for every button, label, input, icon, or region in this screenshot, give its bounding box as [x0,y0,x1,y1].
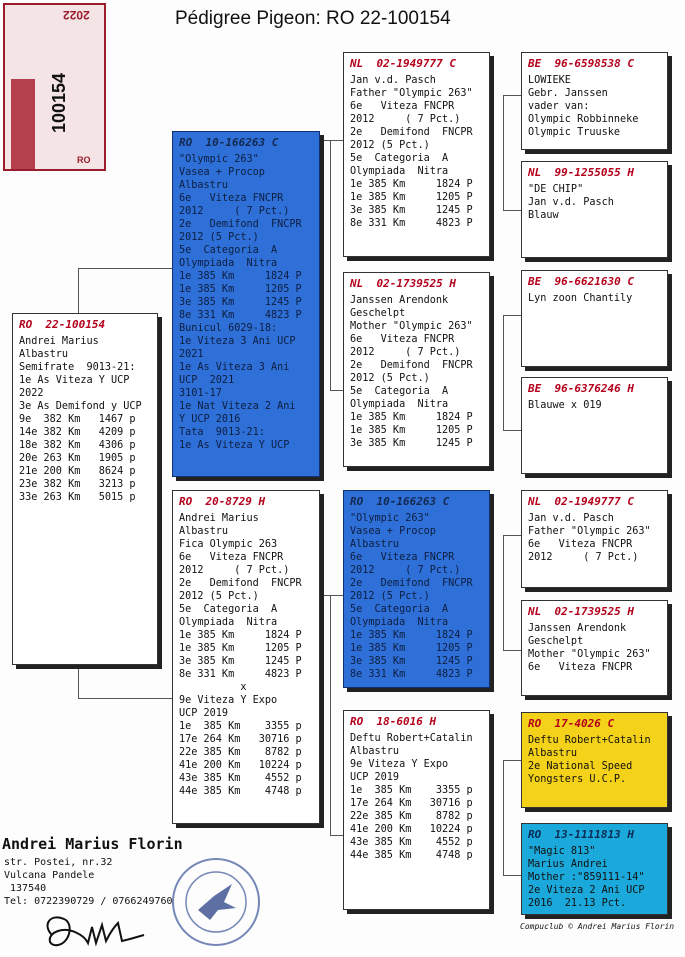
card-line: 8e 331 Km 4823 P [179,310,302,321]
card-line: x [179,682,247,693]
card-line: Marius Andrei [528,859,608,870]
card-line: Janssen Arendonk [528,623,627,634]
card-line: 1e 385 Km 1824 P [350,630,473,641]
maternal-grandfather-card[interactable] [343,490,490,688]
stamp-number: 100154 [49,72,69,133]
card-line: 9e Viteza Y Expo [350,759,449,770]
connector [503,760,504,875]
card-line: Jan v.d. Pasch [528,513,614,524]
card-details [528,399,662,412]
card-line: 2012 (5 Pct.) [179,232,259,243]
card-line: 2e Demifond FNCPR [179,578,302,589]
card-line: 6e Viteza FNCPR [350,552,455,563]
card-line: Mother :"859111-14" [528,872,645,883]
card-line: 2016 21.13 Pct. [528,898,627,909]
card-line: 23e 382 Km 3213 p [19,479,136,490]
ring-number: RO 18-6016 H [350,715,437,728]
card-line: Andrei Marius [179,513,259,524]
ring-number: NL 02-1949777 C [528,495,634,508]
card-line: 5e Categoria A [179,245,278,256]
card-line: Lyn zoon Chantily [528,293,633,304]
card-line: 2012 ( 7 Pct.) [350,347,461,358]
card-line: Fica Olympic 263 [179,539,278,550]
card-details [350,294,484,450]
owner-phone: Tel: 0722390729 / 0766249760 [4,896,173,907]
ring-number: NL 02-1949777 C [350,57,456,70]
ggm-card[interactable] [521,161,668,258]
card-details [528,845,662,910]
card-line: 3e 385 Km 1245 P [350,438,473,449]
connector [330,595,331,835]
card-line: 6e Viteza FNCPR [350,101,455,112]
card-line: Gebr. Janssen [528,88,608,99]
card-details [528,292,662,305]
card-line: Blauwe x 019 [528,400,602,411]
card-details [528,734,662,786]
card-line: Vasea + Procop [350,526,436,537]
card-line: Bunicul 6029-18: [179,323,278,334]
card-details [19,335,152,504]
owner-seal [172,858,260,946]
card-line: 1e 385 Km 3355 p [179,721,302,732]
card-line: 1e 385 Km 3355 p [350,785,473,796]
card-line: 33e 263 Km 5015 p [19,492,136,503]
card-line: Olympiada Nitra [179,617,278,628]
card-line: 1e 385 Km 1205 P [179,643,302,654]
card-line: 2e Viteza 2 Ani UCP [528,885,645,896]
owner-name: Andrei Marius Florin [2,835,183,853]
card-line: 2012 ( 7 Pct.) [179,206,290,217]
card-line: 2012 ( 7 Pct.) [350,114,461,125]
card-line: 1e 385 Km 1205 P [350,643,473,654]
card-line: 22e 385 Km 8782 p [350,811,473,822]
card-line: Semifrate 9013-21: [19,362,136,373]
connector [320,140,343,141]
card-details [179,153,314,452]
ggf-card[interactable] [521,52,668,150]
card-details [350,74,484,230]
card-line: Geschelpt [350,308,406,319]
card-line: 6e Viteza FNCPR [179,552,284,563]
card-line: Mother "Olympic 263" [528,649,651,660]
stamp-band [11,79,35,169]
mother-card[interactable] [172,490,320,824]
card-line: Deftu Robert+Catalin [350,733,473,744]
ring-number: BE 96-6621630 C [528,275,634,288]
card-line: Albastru [179,526,229,537]
card-line: Janssen Arendonk [350,295,449,306]
card-line: 20e 263 Km 1905 p [19,453,136,464]
card-line: 6e Viteza FNCPR [179,193,284,204]
connector [330,390,343,391]
card-line: 17e 264 Km 30716 p [350,798,473,809]
connector [503,430,521,431]
connector [503,650,521,651]
card-line: 1e Viteza 3 Ani UCP [179,336,296,347]
stamp-year: 2022 [63,8,90,22]
card-line: 22e 385 Km 8782 p [179,747,302,758]
owner-street: str. Postei, nr.32 [4,857,113,868]
connector [503,95,521,96]
card-line: 6e Viteza FNCPR [528,539,633,550]
subject-card[interactable] [12,313,158,665]
card-line: 8e 331 Km 4823 P [350,669,473,680]
card-line: 2e Demifond FNCPR [179,219,302,230]
card-line: 5e Categoria A [179,604,278,615]
ring-number: RO 10-166263 C [179,136,279,149]
card-line: 2021 [179,349,204,360]
owner-zip: 137540 [4,883,47,894]
card-line: Vasea + Procop [179,167,265,178]
card-line: Jan v.d. Pasch [528,197,614,208]
card-line: "Magic 813" [528,846,596,857]
card-line: 5e Categoria A [350,153,449,164]
card-line: Albastru [350,746,400,757]
card-line: 17e 264 Km 30716 p [179,734,302,745]
card-line: 1e Nat Viteza 2 Ani [179,401,296,412]
card-line: Olympic Robbinneke [528,114,639,125]
card-line: 1e 385 Km 1824 P [350,412,473,423]
card-line: 44e 385 Km 4748 p [179,786,302,797]
card-details [528,183,662,222]
ggm-card[interactable] [521,377,668,474]
card-line: 2012 (5 Pct.) [350,373,430,384]
card-line: Deftu Robert+Catalin [528,735,651,746]
card-details [528,622,662,674]
ring-number: NL 02-1739525 H [350,277,456,290]
card-line: "Olympic 263" [350,513,430,524]
card-line: Geschelpt [528,636,584,647]
card-line: Andrei Marius [19,336,99,347]
card-line: 8e 331 Km 4823 P [350,218,473,229]
card-line: 1e 385 Km 1205 P [350,192,473,203]
card-line: 1e As Viteza Y UCP [179,440,290,451]
card-line: 43e 385 Km 4552 p [350,837,473,848]
connector [503,875,521,876]
card-line: Tata 9013-21: [179,427,265,438]
card-line: 43e 385 Km 4552 p [179,773,302,784]
card-line: Blauw [528,210,559,221]
connector [503,95,504,210]
card-line: Yongsters U.C.P. [528,774,627,785]
card-line: Jan v.d. Pasch [350,75,436,86]
ring-number: RO 22-100154 [19,318,106,331]
paternal-grandmother-card[interactable] [343,272,490,467]
ring-number: RO 13-1111813 H [528,828,634,841]
card-line: 2012 (5 Pct.) [350,140,430,151]
card-line: 5e Categoria A [350,604,449,615]
card-line: 18e 382 Km 4306 p [19,440,136,451]
card-line: 9e Viteza Y Expo [179,695,278,706]
card-line: 6e Viteza FNCPR [528,662,633,673]
card-line: Olympiada Nitra [350,166,449,177]
connector [330,835,343,836]
card-line: 2012 ( 7 Pct.) [528,552,639,563]
card-line: Olympiada Nitra [350,399,449,410]
card-line: "DE CHIP" [528,184,584,195]
card-line: 8e 331 Km 4823 P [179,669,302,680]
card-line: 2e Demifond FNCPR [350,578,473,589]
card-details [350,732,484,862]
card-line: 3e 385 Km 1245 P [350,205,473,216]
card-line: 21e 200 Km 8624 p [19,466,136,477]
ggm-card[interactable] [521,823,668,915]
card-line: Father "Olympic 263" [528,526,651,537]
card-line: 3e 385 Km 1245 P [179,297,302,308]
connector [78,698,172,699]
card-line: Albastru [350,539,400,550]
card-line: UCP 2019 [179,708,229,719]
pigeon-icon [174,860,258,944]
footer-credit: Compuclub © Andrei Marius Florin [520,922,675,931]
card-line: Albastru [179,180,229,191]
connector [330,140,331,390]
signature [40,905,180,953]
ggf-card[interactable] [521,270,668,367]
card-line: 3e As Demifond y UCP [19,401,142,412]
ring-number: BE 96-6376246 H [528,382,634,395]
card-line: 2e National Speed [528,761,633,772]
card-line: 1e As Viteza Y UCP [19,375,130,386]
ggm-card[interactable] [521,600,668,696]
card-line: Mother "Olympic 263" [350,321,473,332]
card-line: UCP 2019 [350,772,400,783]
connector [78,268,172,269]
ring-number: RO 20-8729 H [179,495,266,508]
card-line: 2012 (5 Pct.) [179,591,259,602]
connector [503,210,521,211]
connector [503,760,521,761]
owner-city: Vulcana Pandele [4,870,95,881]
maternal-grandmother-card[interactable] [343,710,490,910]
connector [503,535,521,536]
card-line: Olympiada Nitra [350,617,449,628]
card-line: 1e 385 Km 1824 P [350,179,473,190]
ring-number: RO 10-166263 C [350,495,450,508]
ring-number: NL 99-1255055 H [528,166,634,179]
card-line: 1e 385 Km 1205 P [179,284,302,295]
card-line: Y UCP 2016 [179,414,241,425]
card-details [528,74,662,139]
connector [503,535,504,650]
card-line: 41e 200 Km 10224 p [179,760,302,771]
card-line: Albastru [528,748,578,759]
card-line: 3e 385 Km 1245 P [350,656,473,667]
connector [503,315,521,316]
paternal-grandfather-card[interactable] [343,52,490,257]
card-details [350,512,484,681]
card-line: 41e 200 Km 10224 p [350,824,473,835]
card-line: 44e 385 Km 4748 p [350,850,473,861]
certificate-stamp [3,3,106,171]
card-details [528,512,662,564]
card-line: 6e Viteza FNCPR [350,334,455,345]
card-line: 9e 382 Km 1467 p [19,414,136,425]
stamp-country: RO [77,155,91,165]
connector [503,315,504,430]
ring-number: NL 02-1739525 H [528,605,634,618]
card-line: 1e As Viteza 3 Ani [179,362,290,373]
card-line: 1e 385 Km 1824 P [179,630,302,641]
card-line: Father "Olympic 263" [350,88,473,99]
card-line: 3101-17 [179,388,222,399]
card-line: 2012 (5 Pct.) [350,591,430,602]
card-details [179,512,314,798]
ggf-card[interactable] [521,490,668,588]
card-line: 14e 382 Km 4209 p [19,427,136,438]
card-line: LOWIEKE [528,75,571,86]
father-card[interactable] [172,131,320,477]
card-line: 1e 385 Km 1824 P [179,271,302,282]
page-title: Pédigree Pigeon: RO 22-100154 [175,8,451,29]
card-line: 3e 385 Km 1245 P [179,656,302,667]
card-line: 1e 385 Km 1205 P [350,425,473,436]
card-line: UCP 2021 [179,375,235,386]
card-line: 2e Demifond FNCPR [350,127,473,138]
connector [320,595,343,596]
card-line: "Olympic 263" [179,154,259,165]
ggf-card[interactable] [521,712,668,808]
card-line: Olympic Truuske [528,127,621,138]
card-line: 5e Categoria A [350,386,449,397]
card-line: Olympiada Nitra [179,258,278,269]
card-line: 2022 [19,388,44,399]
ring-number: BE 96-6598538 C [528,57,634,70]
card-line: Albastru [19,349,69,360]
card-line: 2012 ( 7 Pct.) [179,565,290,576]
card-line: 2e Demifond FNCPR [350,360,473,371]
card-line: vader van: [528,101,590,112]
card-line: 2012 ( 7 Pct.) [350,565,461,576]
ring-number: RO 17-4026 C [528,717,615,730]
